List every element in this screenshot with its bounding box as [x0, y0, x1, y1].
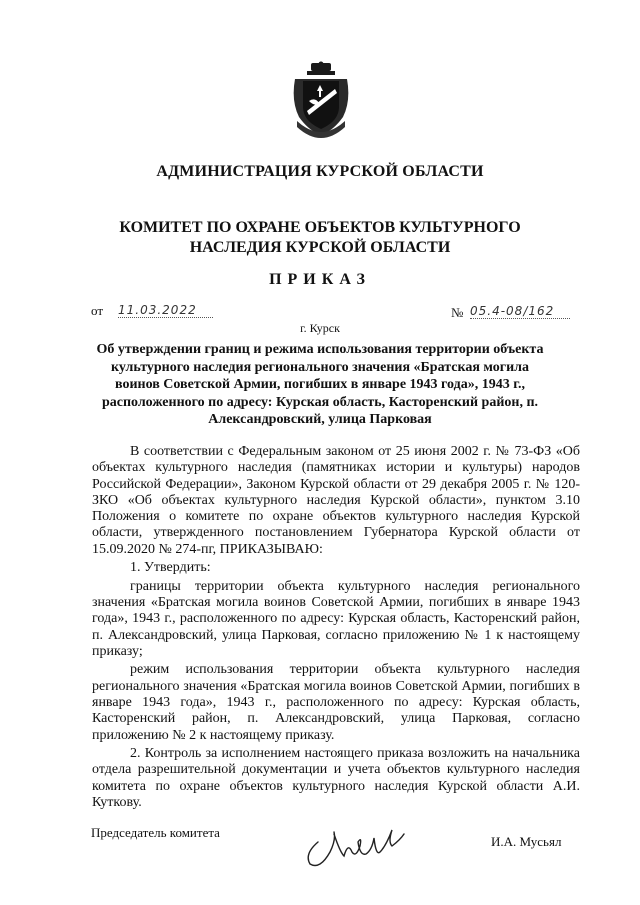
number-label: № — [451, 305, 464, 320]
organization-title: АДМИНИСТРАЦИЯ КУРСКОЙ ОБЛАСТИ — [156, 163, 484, 180]
signature-icon — [300, 812, 410, 872]
preamble-paragraph: В соответствии с Федеральным законом от 25 июня 2002 г. № 73-ФЗ «Об объектах культурного наследия (памятниках истории и культуры) народов Российской Федерации», Законом Курской области от 29 декабря 2005 г. № 120-ЗКО «Об объектах культурного наследия Курской области», пунктом 3.10 Положения о комитете по охране объектов культурного наследия Курской области, утвержденного постановлением Губернатора Курской области от 15.09.2020 № 274-пг, ПРИКАЗЫВАЮ: — [92, 444, 580, 557]
committee-title: КОМИТЕТ ПО ОХРАНЕ ОБЪЕКТОВ КУЛЬТУРНОГО НАСЛЕДИЯ КУРСКОЙ ОБЛАСТИ — [119, 219, 521, 256]
signatory-name: И.А. Мусьял — [491, 834, 562, 849]
date-value: 11.03.2022 — [118, 303, 213, 318]
coat-of-arms-icon — [289, 61, 353, 141]
signatory-title: Председатель комитета — [91, 825, 220, 840]
number-value: 05.4-08/162 — [470, 304, 570, 319]
subject-title: Об утверждении границ и режима использования территории объекта культурного наследия регионального значения «Братская могила воинов Советской Армии, погибших в январе 1943 года», 1943 г., расположенного по адресу: Курская область, Касторенский район, п. Александровский, улица Парковая — [96, 342, 544, 427]
order-body — [92, 444, 580, 813]
date-label: от — [91, 303, 104, 318]
boundaries-paragraph: границы территории объекта культурного наследия регионального значения «Братская могила воинов Советской Армии, погибших в январе 1943 года», 1943 г., расположенного по адресу: Курская область, Касторенский район, п. Александровский, улица Парковая, согласно приложению № 1 к настоящему приказу; — [92, 578, 580, 659]
item-1-paragraph: 1. Утвердить: — [130, 560, 211, 576]
item-2-paragraph: 2. Контроль за исполнением настоящего приказа возложить на начальника отдела разрешительной документации и учета объектов культурного наследия комитета по охране объектов культурного наследия Курской области А.И. Куткову. — [92, 746, 580, 810]
city: г. Курск — [300, 321, 340, 335]
document-type: ПРИКАЗ — [269, 271, 371, 288]
regime-paragraph: режим использования территории объекта культурного наследия регионального значения «Братская могила воинов Советской Армии, погибших в январе 1943 года», 1943 г., расположенного по адресу: Курская область, Касторенский район, п. Александровский, улица Парковая, согласно приложению № 2 к настоящему приказу. — [92, 662, 580, 743]
